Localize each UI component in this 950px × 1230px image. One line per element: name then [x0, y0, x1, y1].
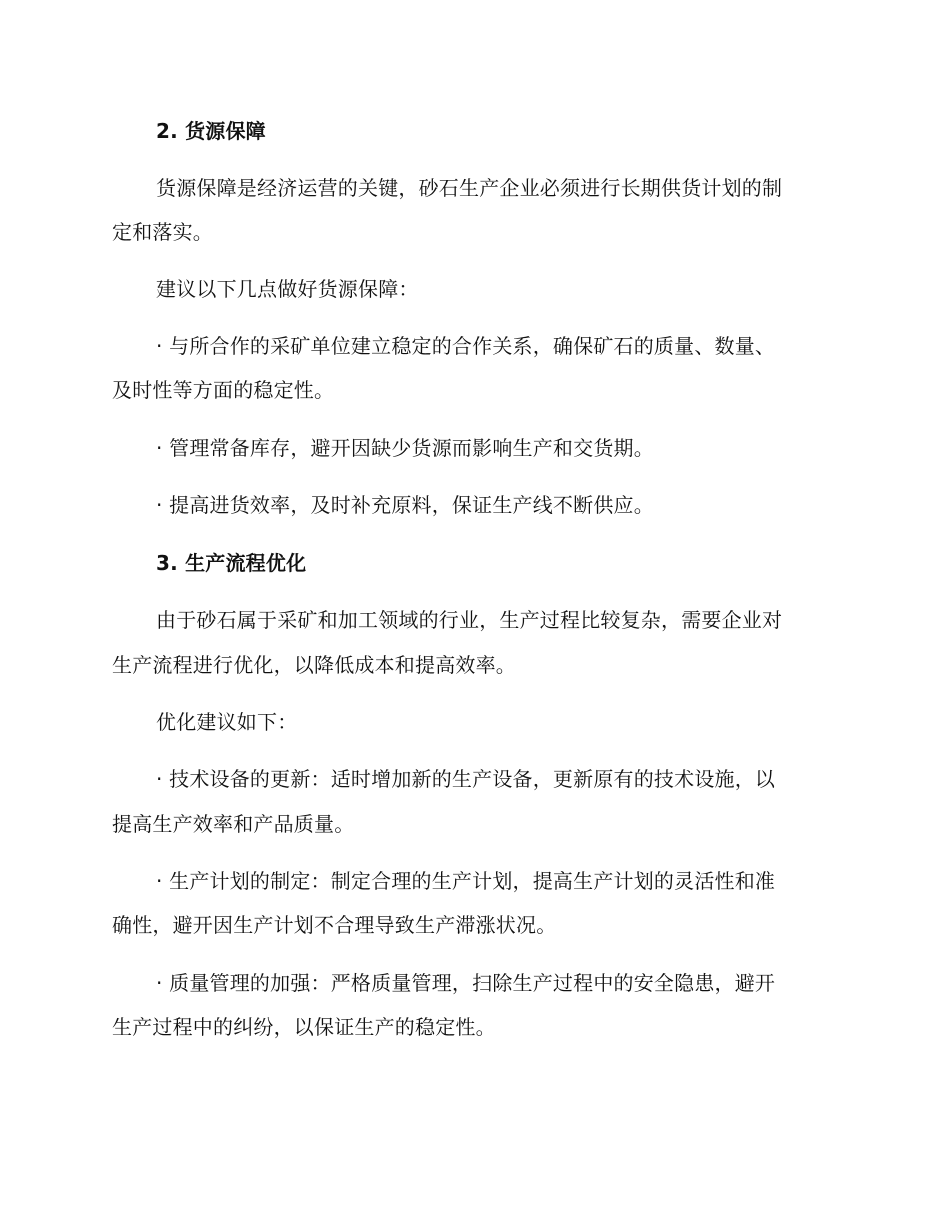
bullet-process-1-line2: 提高生产效率和产品质量。	[112, 812, 355, 836]
paragraph-process-intro-line1: 由于砂石属于采矿和加工领域的行业，生产过程比较复杂，需要企业对	[156, 608, 783, 632]
paragraph-process-lead: 优化建议如下：	[156, 710, 298, 734]
paragraph-supply-intro-line1: 货源保障是经济运营的关键，砂石生产企业必须进行长期供货计划的制	[156, 176, 783, 200]
bullet-supply-1-line2: 及时性等方面的稳定性。	[112, 378, 335, 402]
paragraph-supply-lead: 建议以下几点做好货源保障：	[156, 277, 419, 301]
paragraph-process-intro-line2: 生产流程进行优化，以降低成本和提高效率。	[112, 653, 516, 677]
bullet-process-3-line1: · 质量管理的加强：严格质量管理，扫除生产过程中的安全隐患，避开	[156, 971, 776, 995]
bullet-supply-2: · 管理常备库存，避开因缺少货源而影响生产和交货期。	[156, 436, 654, 460]
bullet-process-2-line2: 确性，避开因生产计划不合理导致生产滞涨状况。	[112, 913, 557, 937]
bullet-process-1-line1: · 技术设备的更新：适时增加新的生产设备，更新原有的技术设施，以	[156, 767, 776, 791]
paragraph-supply-intro-line2: 定和落实。	[112, 220, 213, 244]
bullet-process-3-line2: 生产过程中的纠纷，以保证生产的稳定性。	[112, 1015, 496, 1039]
section-heading-supply: 2. 货源保障	[156, 119, 266, 143]
section-heading-process: 3. 生产流程优化	[156, 551, 307, 575]
bullet-supply-3: · 提高进货效率，及时补充原料，保证生产线不断供应。	[156, 493, 654, 517]
bullet-process-2-line1: · 生产计划的制定：制定合理的生产计划，提高生产计划的灵活性和准	[156, 869, 776, 893]
bullet-supply-1-line1: · 与所合作的采矿单位建立稳定的合作关系，确保矿石的质量、数量、	[156, 334, 776, 358]
